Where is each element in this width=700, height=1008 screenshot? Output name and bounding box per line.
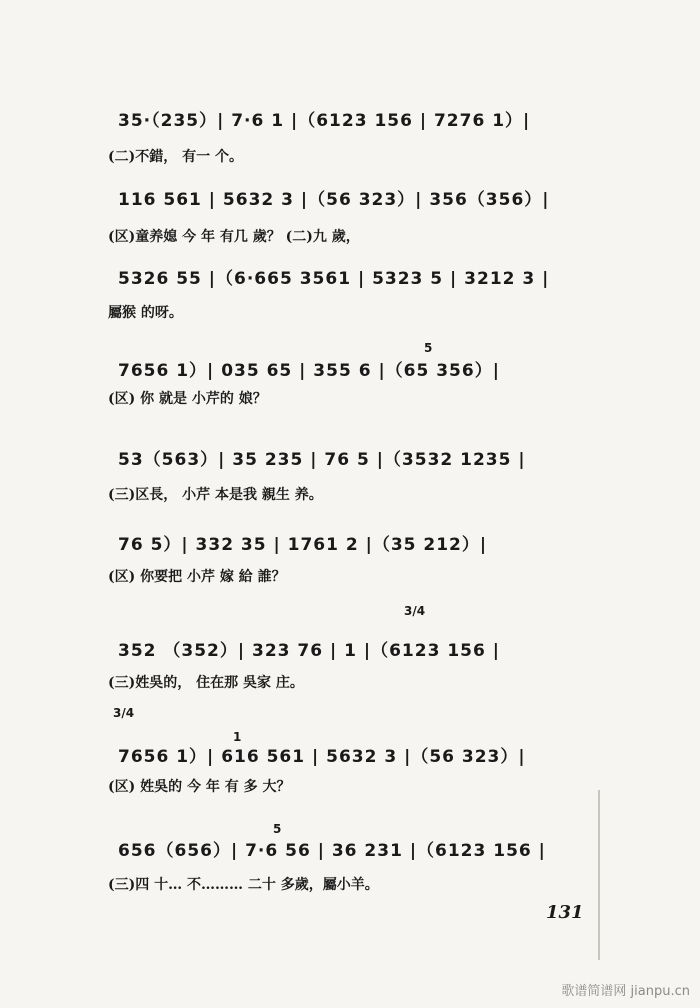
notation-row-7: 352 （352）| 323 76 | 1 |（6123 156 |	[118, 641, 500, 661]
lyrics-row-6: (区) 你要把 小芹 嫁 給 誰？	[108, 569, 286, 585]
notation-row-4: 7656 1）| 035 65 | 355 6 |（65 356）|	[118, 361, 500, 381]
lyrics-row-3: 屬猴 的呀。	[108, 305, 183, 321]
watermark: 歌谱简谱网 jianpu.cn	[561, 984, 690, 999]
time-signature: 3/4	[113, 706, 135, 720]
lyrics-row-1: (二)不錯， 有一 个。	[108, 149, 243, 165]
time-signature: 3/4	[404, 604, 426, 618]
lyrics-row-7: (三)姓吳的， 住在那 吳家 庄。	[108, 675, 304, 691]
lyrics-row-9: (三)四 十… 不……… 二十 多歲，屬小羊。	[108, 877, 379, 893]
notation-row-1: 35·（235）| 7·6 1 |（6123 156 | 7276 1）|	[118, 111, 531, 131]
lyrics-row-8: (区) 姓吳的 今 年 有 多 大？	[108, 779, 291, 795]
lyrics-row-4: (区) 你 就是 小芹的 娘？	[108, 391, 267, 407]
grace-note-1: 1	[233, 730, 242, 744]
grace-note-5: 5	[273, 822, 282, 836]
notation-row-3: 5326 55 |（6·665 3561 | 5323 5 | 3212 3 |	[118, 269, 550, 289]
lyrics-row-2: (区)童养媳 今 年 有几 歲？ (二)九 歲，	[108, 229, 360, 245]
notation-row-5: 53（563）| 35 235 | 76 5 |（3532 1235 |	[118, 450, 526, 470]
page-number: 131	[546, 902, 584, 923]
notation-row-8: 7656 1）| 616 561 | 5632 3 |（56 323）|	[118, 747, 526, 767]
notation-row-9: 656（656）| 7·6 56 | 36 231 |（6123 156 |	[118, 841, 546, 861]
scan-margin-line	[598, 790, 600, 960]
notation-row-2: 116 561 | 5632 3 |（56 323）| 356（356）|	[118, 190, 550, 210]
lyrics-row-5: (三)区長， 小芹 本是我 親生 养。	[108, 487, 323, 503]
notation-row-6: 76 5）| 332 35 | 1761 2 |（35 212）|	[118, 535, 488, 555]
grace-note-5: 5	[424, 341, 433, 355]
